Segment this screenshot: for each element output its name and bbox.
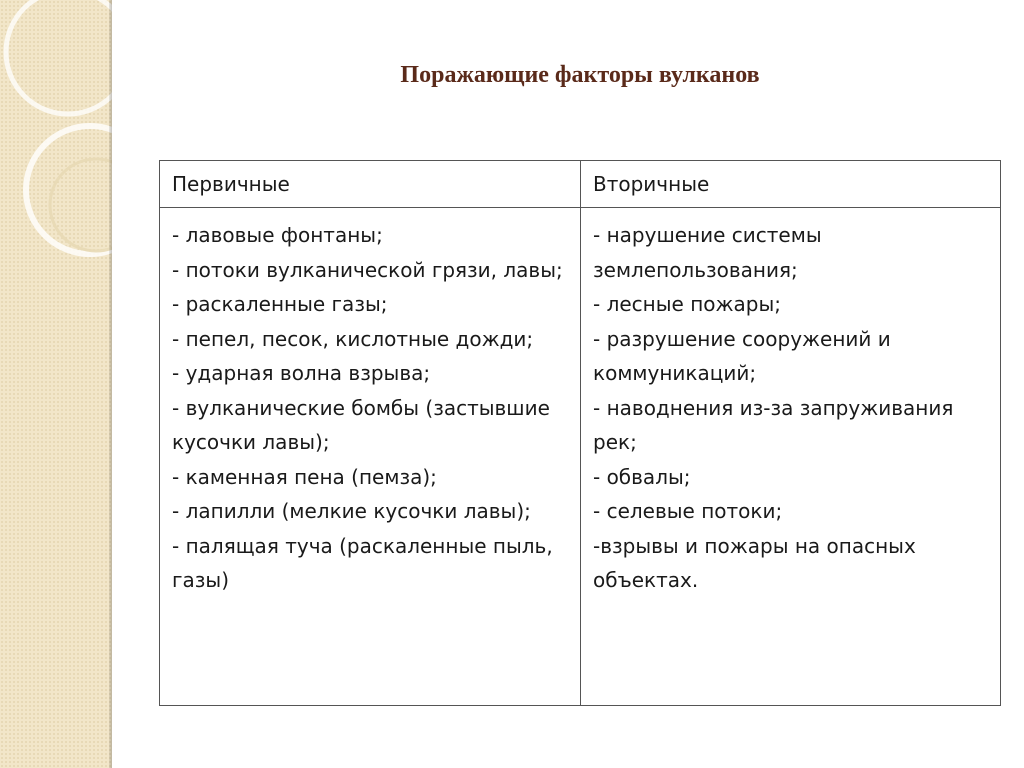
decorative-rings-icon bbox=[0, 0, 112, 768]
list-item: - лапилли (мелкие кусочки лавы); bbox=[172, 499, 531, 523]
list-item: -взрывы и пожары на опасных объектах. bbox=[593, 533, 916, 592]
list-item: - ударная волна взрыва; bbox=[172, 361, 431, 385]
secondary-factors-cell bbox=[581, 208, 1001, 706]
list-item: - селевые потоки; bbox=[593, 499, 783, 523]
list-item: - разрушение сооружений и коммуникаций; bbox=[593, 326, 891, 385]
factors-table bbox=[159, 160, 1001, 706]
header-primary: Первичные bbox=[160, 161, 581, 208]
side-panel-edge bbox=[109, 0, 112, 768]
list-item: - пепел, песок, кислотные дожди; bbox=[172, 326, 534, 351]
header-secondary: Вторичные bbox=[581, 161, 1001, 208]
list-item: - обвалы; bbox=[593, 464, 691, 489]
table-row bbox=[160, 208, 1001, 706]
list-item: - потоки вулканической грязи, лавы; bbox=[172, 257, 563, 282]
primary-factors-cell bbox=[160, 208, 581, 706]
list-item: - раскаленные газы; bbox=[172, 292, 388, 316]
table-header-row bbox=[160, 161, 1001, 208]
list-item: - каменная пена (пемза); bbox=[172, 464, 437, 489]
list-item: - лесные пожары; bbox=[593, 292, 781, 316]
decorative-side-panel bbox=[0, 0, 112, 768]
list-item: - наводнения из-за запруживания рек; bbox=[593, 395, 954, 454]
list-item: - вулканические бомбы (застывшие кусочки лавы); bbox=[172, 395, 550, 454]
list-item: - палящая туча (раскаленные пыль, газы) bbox=[172, 533, 553, 592]
list-item: - нарушение системы землепользования; bbox=[593, 223, 822, 282]
list-item: - лавовые фонтаны; bbox=[172, 223, 383, 247]
page-title: Поражающие факторы вулканов bbox=[400, 62, 760, 88]
